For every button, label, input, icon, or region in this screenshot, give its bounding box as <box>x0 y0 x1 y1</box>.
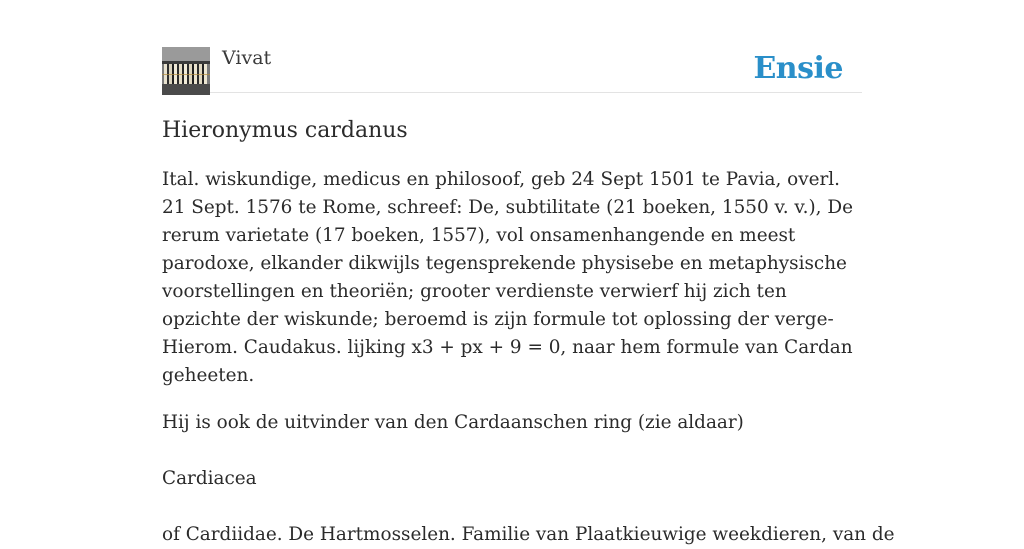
header <box>162 46 862 93</box>
avatar[interactable] <box>162 47 210 95</box>
source-name[interactable]: Vivat <box>222 47 272 69</box>
article <box>162 116 895 549</box>
brand-logo[interactable]: Ensie <box>753 51 843 86</box>
next-entry-paragraph: of Cardiidae. De Hartmosselen. Familie van Plaatkieuwige weekdieren, van de <box>162 524 895 545</box>
article-paragraph: Ital. wiskundige, medicus en philosoof, geb 24 Sept 1501 te Pavia, overl. 21 Sept. 1576 te Rome, schreef: De, subtilitate (21 boeken, 1550 v. v.), De rerum varietate (17 boeken, 1557), vol onsamenhangende en meest parodoxe, elkander dikwijls tegensprekende physisebe en metaphysische voorstellingen en theoriën; grooter verdienste verwierf hij zich ten opzichte der wiskunde; beroemd is zijn formule tot oplossing der verge- Hierom. Caudakus. lijking x3 + px + 9 = 0, naar hem formule van Cardan geheeten. <box>162 169 853 386</box>
article-title: Hieronymus cardanus <box>162 118 408 143</box>
article-paragraph: Hij is ook de uitvinder van den Cardaanschen ring (zie aldaar) <box>162 412 744 433</box>
next-entry-title: Cardiacea <box>162 468 257 489</box>
bookshelf-avatar-icon <box>162 47 210 95</box>
